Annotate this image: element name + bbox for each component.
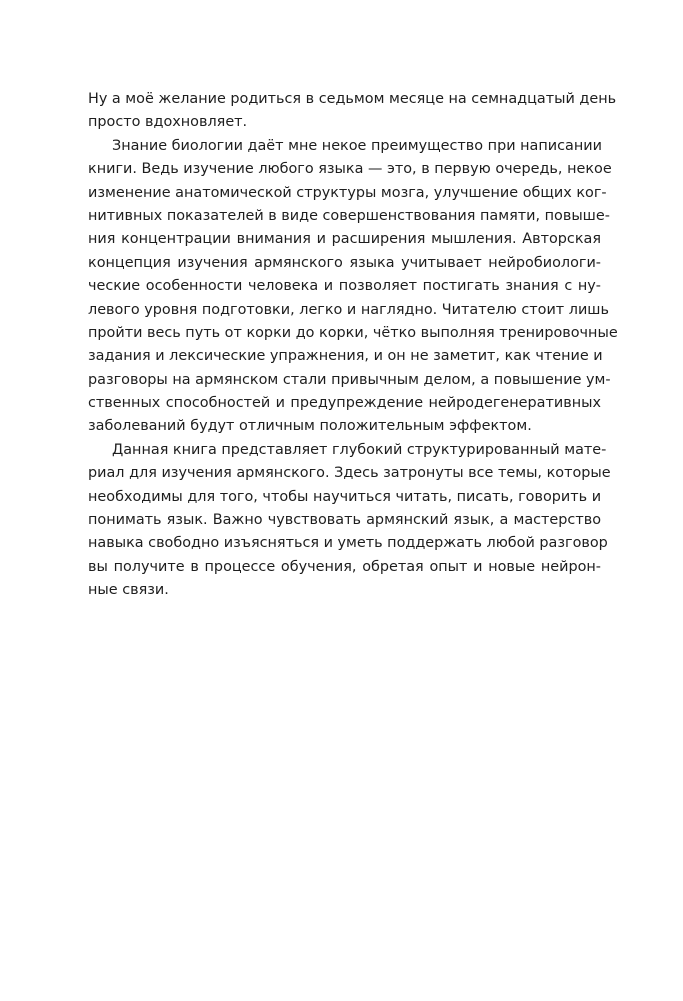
text-line: ственных способностей и предупреждение нейродегенеративных: [88, 395, 601, 412]
text-line: Знание биологии даёт мне некое преимущество при написании: [112, 137, 602, 154]
text-line: необходимы для того, чтобы научиться читать, писать, говорить и: [88, 488, 602, 505]
text-line: вы получите в процессе обучения, обретая опыт и новые нейрон-: [88, 558, 601, 575]
text-line: ческие особенности человека и позволяет постигать знания с ну-: [88, 278, 601, 295]
text-line: нитивных показателей в виде совершенствования памяти, повыше-: [88, 207, 610, 224]
text-line: пройти весь путь от корки до корки, чётко выполняя тренировочные: [88, 324, 618, 341]
text-line: Ну а моё желание родиться в седьмом месяце на семнадцатый день: [88, 91, 617, 107]
text-line: разговоры на армянском стали привычным делом, а повышение ум-: [88, 371, 611, 388]
text-line: просто вдохновляет.: [88, 114, 248, 131]
text-line: заболеваний будут отличным положительным эффектом.: [88, 418, 532, 435]
text-line: левого уровня подготовки, легко и наглядно. Читателю стоит лишь: [88, 301, 609, 318]
text-line: книги. Ведь изучение любого языка — это, в первую очередь, некое: [88, 161, 612, 178]
text-line: ния концентрации внимания и расширения мышления. Авторская: [88, 231, 601, 248]
text-line: Данная книга представляет глубокий структурированный мате-: [112, 441, 607, 458]
text-line: изменение анатомической структуры мозга, улучшение общих ког-: [88, 184, 607, 201]
text-line: понимать язык. Важно чувствовать армянский язык, а мастерство: [88, 512, 601, 529]
body-text: [88, 88, 618, 603]
text-line: концепция изучения армянского языка учитывает нейробиологи-: [88, 254, 601, 271]
text-line: риал для изучения армянского. Здесь затронуты все темы, которые: [88, 465, 611, 482]
text-line: навыка свободно изъясняться и уметь поддержать любой разговор: [88, 535, 608, 552]
text-line: задания и лексические упражнения, и он не заметит, как чтение и: [88, 348, 603, 365]
text-line: ные связи.: [88, 582, 169, 599]
